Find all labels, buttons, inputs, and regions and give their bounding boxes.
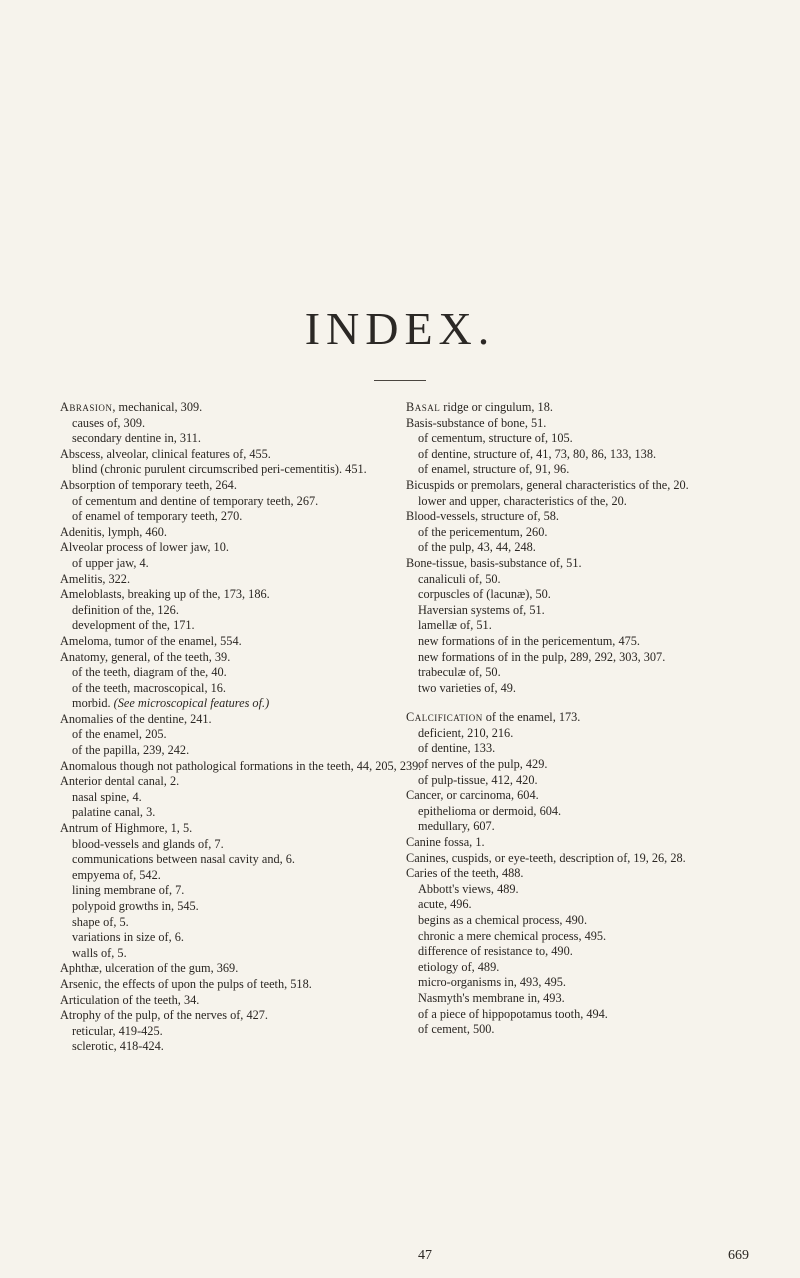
index-entry [60, 993, 426, 1009]
index-subentry [60, 696, 426, 712]
entry-text: of the enamel, 205. [72, 727, 167, 742]
entry-text: Abbott's views, 489. [418, 881, 519, 896]
entry-text: canaliculi of, 50. [418, 571, 501, 586]
entry-text: Cancer, or carcinoma, 604. [406, 788, 539, 803]
entry-text: of dentine, 133. [418, 741, 496, 756]
entry-text: lower and upper, characteristics of the, 20. [418, 493, 627, 508]
index-subentry [406, 587, 766, 603]
page-number: 669 [728, 1248, 749, 1263]
index-entry [406, 788, 766, 804]
entry-text: lining membrane of, 7. [72, 883, 185, 898]
index-entry [406, 866, 766, 882]
entry-text: etiology of, 489. [418, 959, 500, 974]
entry-text: trabeculæ of, 50. [418, 665, 501, 680]
index-subentry [60, 852, 426, 868]
entry-text: Adenitis, lymph, 460. [60, 524, 167, 539]
index-subentry [60, 790, 426, 806]
entry-text: Amelitis, 322. [60, 571, 131, 586]
entry-lead-word: Basal [406, 400, 441, 414]
index-subentry [60, 462, 426, 478]
entry-text: morbid. [72, 696, 114, 711]
entry-text: corpuscles of (lacunæ), 50. [418, 587, 551, 602]
index-subentry [406, 540, 766, 556]
index-subentry [60, 509, 426, 525]
index-subentry [60, 743, 426, 759]
index-subentry [406, 494, 766, 510]
entry-text: acute, 496. [418, 897, 472, 912]
index-subentry [406, 462, 766, 478]
index-subentry [406, 757, 766, 773]
entry-text: two varieties of, 49. [418, 680, 517, 695]
entry-text: walls of, 5. [72, 945, 127, 960]
index-subentry [406, 975, 766, 991]
index-subentry [406, 603, 766, 619]
index-subentry [60, 556, 426, 572]
entry-text: of a piece of hippopotamus tooth, 494. [418, 1006, 608, 1021]
entry-text: lamellæ of, 51. [418, 618, 492, 633]
index-subentry [406, 634, 766, 650]
index-subentry [406, 897, 766, 913]
entry-text: Abscess, alveolar, clinical features of, 455. [60, 446, 271, 461]
index-subentry [406, 741, 766, 757]
index-entry [60, 400, 426, 416]
index-entry [60, 961, 426, 977]
index-subentry [60, 899, 426, 915]
index-entry [60, 821, 426, 837]
entry-text: Anatomy, general, of the teeth, 39. [60, 649, 231, 664]
index-entry [406, 851, 766, 867]
entry-text: of enamel, structure of, 91, 96. [418, 462, 570, 477]
entry-text: Aphthæ, ulceration of the gum, 369. [60, 961, 239, 976]
entry-text: Canine fossa, 1. [406, 835, 485, 850]
index-subentry [60, 431, 426, 447]
entry-text: Anomalous though not pathological formations in the teeth, 44, 205, 239. [60, 758, 422, 773]
entry-text: Antrum of Highmore, 1, 5. [60, 821, 193, 836]
index-subentry [406, 991, 766, 1007]
index-subentry [406, 804, 766, 820]
entry-text: of pulp-tissue, 412, 420. [418, 772, 538, 787]
entry-text: of the teeth, diagram of the, 40. [72, 665, 227, 680]
entry-text: Alveolar process of lower jaw, 10. [60, 540, 229, 555]
entry-text: Ameloma, tumor of the enamel, 554. [60, 633, 242, 648]
index-entry [60, 587, 426, 603]
entry-text: ridge or cingulum, 18. [440, 400, 553, 414]
index-entry [406, 710, 766, 726]
entry-text: Atrophy of the pulp, of the nerves of, 427. [60, 1008, 268, 1023]
entry-text: of the pericementum, 260. [418, 524, 548, 539]
index-subentry [406, 960, 766, 976]
entry-cross-reference: (See microscopical features of.) [113, 696, 270, 711]
index-subentry [406, 681, 766, 697]
entry-text: begins as a chemical process, 490. [418, 913, 588, 927]
index-entry [60, 977, 426, 993]
entry-text: Anomalies of the dentine, 241. [60, 711, 212, 726]
entry-text: reticular, 419-425. [72, 1023, 163, 1038]
entry-text: difference of resistance to, 490. [418, 944, 573, 959]
index-subentry [60, 727, 426, 743]
index-subentry [406, 431, 766, 447]
entry-lead-word: Abrasion [60, 400, 113, 414]
index-entry [60, 759, 426, 775]
entry-text: deficient, 210, 216. [418, 725, 514, 740]
entry-text: sclerotic, 418-424. [72, 1039, 164, 1054]
index-subentry [406, 944, 766, 960]
index-subentry [406, 882, 766, 898]
index-subentry [406, 572, 766, 588]
index-entry [406, 400, 766, 416]
index-subentry [60, 1024, 426, 1040]
index-entry [60, 634, 426, 650]
entry-text: Bone-tissue, basis-substance of, 51. [406, 555, 582, 570]
index-subentry [406, 650, 766, 666]
index-entry [60, 572, 426, 588]
entry-text: palatine canal, 3. [72, 805, 156, 820]
entry-text: Caries of the teeth, 488. [406, 866, 524, 881]
entry-text: micro-organisms in, 493, 495. [418, 975, 567, 990]
entry-text: of nerves of the pulp, 429. [418, 757, 548, 772]
entry-text: of cementum and dentine of temporary teeth, 267. [72, 493, 319, 508]
entry-text: of the papilla, 239, 242. [72, 743, 190, 758]
index-subentry [406, 525, 766, 541]
entry-text: Nasmyth's membrane in, 493. [418, 990, 565, 1005]
entry-text: of cement, 500. [418, 1022, 495, 1037]
index-subentry [406, 618, 766, 634]
entry-text: Absorption of temporary teeth, 264. [60, 477, 237, 492]
entry-text: causes of, 309. [72, 415, 146, 430]
entry-text: of upper jaw, 4. [72, 555, 149, 570]
entry-text: blood-vessels and glands of, 7. [72, 836, 224, 851]
index-subentry [60, 915, 426, 931]
entry-text: Bicuspids or premolars, general characteristics of the, 20. [406, 477, 689, 492]
index-column-right [406, 400, 766, 1038]
index-subentry [60, 618, 426, 634]
index-subentry [406, 447, 766, 463]
index-entry [60, 447, 426, 463]
index-subentry [60, 494, 426, 510]
entry-text: new formations of in the pericementum, 475. [418, 633, 640, 648]
entry-text: medullary, 607. [418, 819, 495, 834]
index-subentry [60, 805, 426, 821]
entry-text: secondary dentine in, 311. [72, 431, 201, 446]
entry-text: of the teeth, macroscopical, 16. [72, 680, 226, 695]
title-rule [374, 380, 426, 381]
entry-text: Arsenic, the effects of upon the pulps of teeth, 518. [60, 976, 312, 991]
entry-text: , mechanical, 309. [112, 400, 203, 414]
index-entry [60, 525, 426, 541]
index-subentry [60, 946, 426, 962]
entry-text: empyema of, 542. [72, 867, 161, 882]
index-subentry [60, 416, 426, 432]
signature-mark: 47 [418, 1248, 432, 1263]
entry-text: Canines, cuspids, or eye-teeth, description of, 19, 26, 28. [406, 850, 686, 865]
index-entry [60, 478, 426, 494]
index-subentry [60, 868, 426, 884]
index-subentry [60, 930, 426, 946]
index-entry [406, 556, 766, 572]
entry-text: variations in size of, 6. [72, 930, 185, 945]
entry-text: new formations of in the pulp, 289, 292, 303, 307. [418, 649, 666, 664]
index-subentry [60, 603, 426, 619]
index-entry [406, 478, 766, 494]
entry-text: Haversian systems of, 51. [418, 602, 545, 617]
entry-text: Blood-vessels, structure of, 58. [406, 509, 560, 524]
entry-text: communications between nasal cavity and, 6. [72, 852, 295, 867]
index-column-left [60, 400, 426, 1055]
entry-text: of enamel of temporary teeth, 270. [72, 509, 243, 524]
entry-text: of the pulp, 43, 44, 248. [418, 540, 536, 555]
index-entry [60, 774, 426, 790]
entry-text: definition of the, 126. [72, 602, 179, 617]
entry-text: shape of, 5. [72, 914, 129, 929]
entry-text: of dentine, structure of, 41, 73, 80, 86, 133, 138. [418, 446, 657, 461]
entry-text: chronic a mere chemical process, 495. [418, 928, 607, 943]
index-subentry [406, 929, 766, 945]
entry-text: of cementum, structure of, 105. [418, 431, 573, 446]
index-subentry [406, 665, 766, 681]
index-entry [60, 540, 426, 556]
page-title: INDEX. [304, 303, 496, 354]
entry-lead-word: Calcification [406, 710, 483, 725]
index-entry [406, 835, 766, 851]
index-subentry [406, 913, 766, 929]
index-entry [406, 509, 766, 525]
index-entry [60, 1008, 426, 1024]
index-subentry [60, 1039, 426, 1055]
entry-text: development of the, 171. [72, 618, 195, 633]
index-entry [406, 416, 766, 432]
index-subentry [60, 665, 426, 681]
entry-text: of the enamel, 173. [482, 710, 581, 725]
index-subentry [60, 883, 426, 899]
index-subentry [60, 681, 426, 697]
entry-text: Basis-substance of bone, 51. [406, 415, 547, 430]
index-subentry [406, 1022, 766, 1038]
entry-text: Anterior dental canal, 2. [60, 774, 180, 789]
entry-text: Ameloblasts, breaking up of the, 173, 186. [60, 587, 270, 602]
index-subentry [406, 819, 766, 835]
entry-text: nasal spine, 4. [72, 789, 142, 804]
index-subentry [406, 726, 766, 742]
index-entry [60, 712, 426, 728]
index-entry [60, 650, 426, 666]
entry-text: epithelioma or dermoid, 604. [418, 803, 562, 818]
index-subentry [406, 773, 766, 789]
entry-text: Articulation of the teeth, 34. [60, 992, 200, 1007]
index-subentry [60, 837, 426, 853]
entry-text: polypoid growths in, 545. [72, 899, 199, 913]
index-subentry [406, 1007, 766, 1023]
entry-text: blind (chronic purulent circumscribed peri-cementitis). 451. [72, 462, 367, 477]
